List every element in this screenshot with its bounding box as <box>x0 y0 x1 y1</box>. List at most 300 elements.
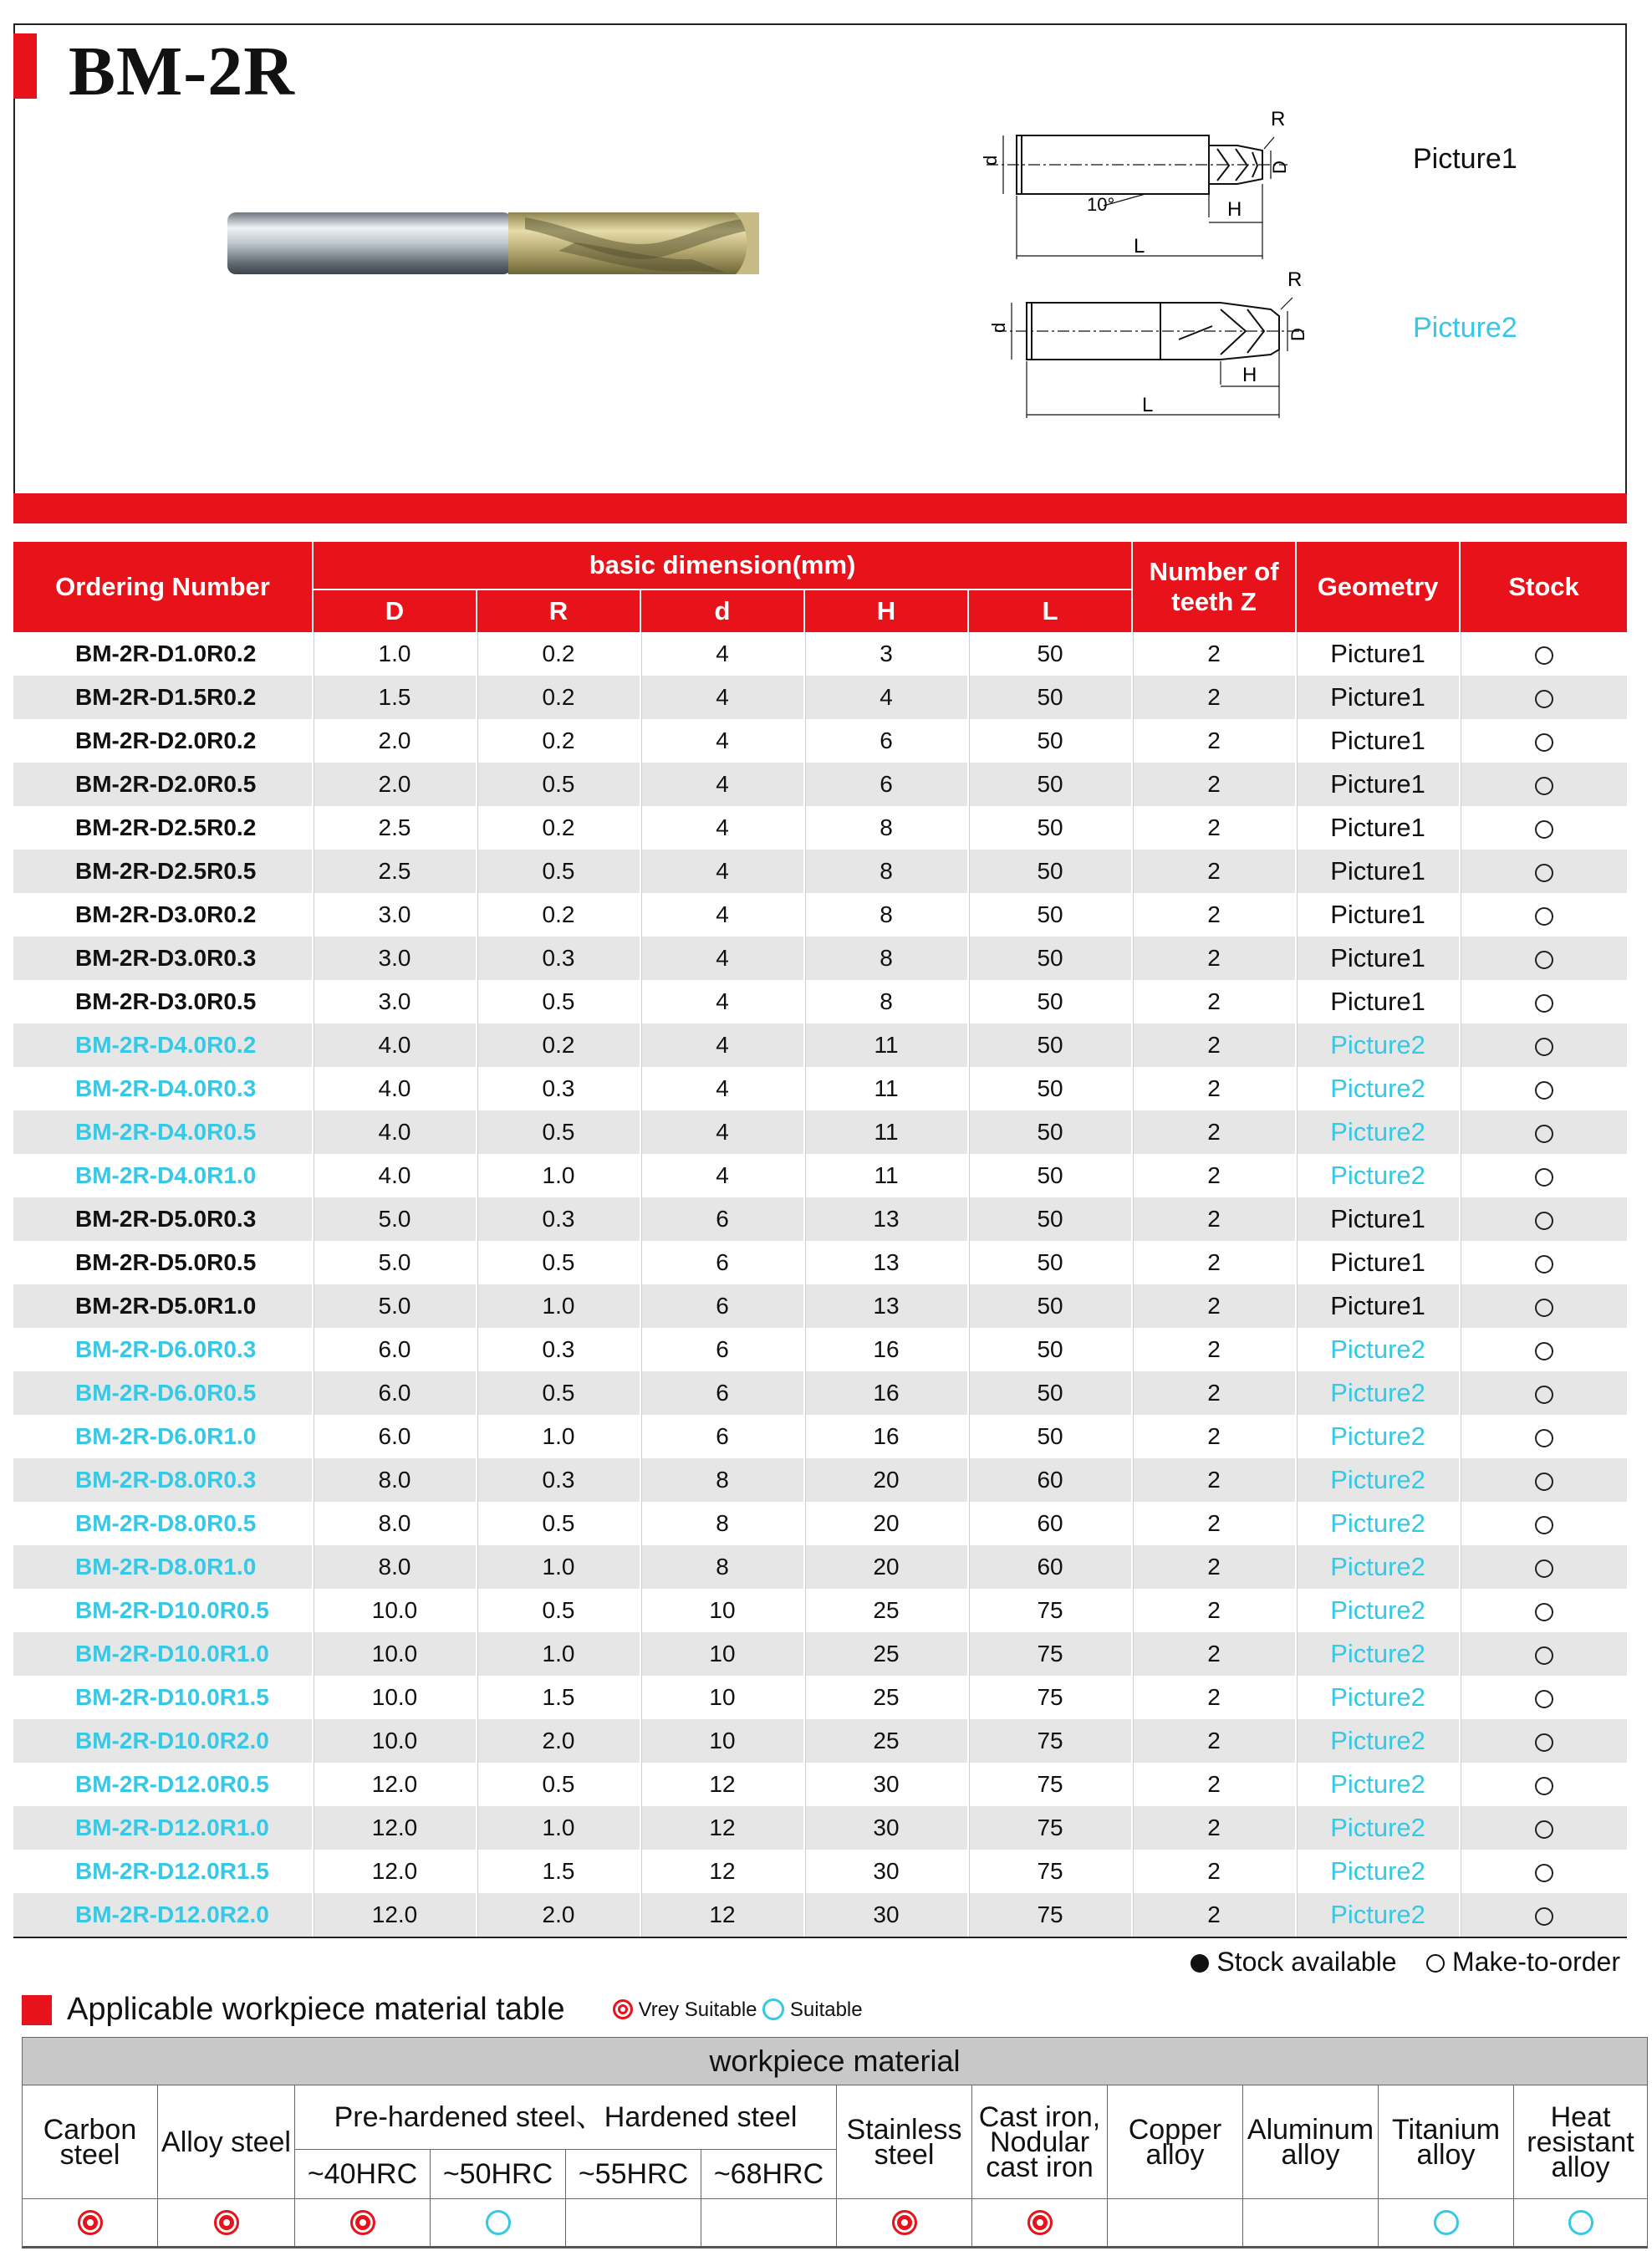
dimension-d-cell: 12 <box>640 1850 804 1893</box>
material-header: workpiece material <box>23 2038 1648 2085</box>
header-teeth: Number of teeth Z <box>1132 542 1296 632</box>
suitable-icon <box>1434 2210 1459 2235</box>
dimension-D-cell: 3.0 <box>313 893 477 937</box>
stock-cell <box>1460 1806 1627 1850</box>
table-row <box>13 763 1627 806</box>
dimension-R-cell: 0.3 <box>477 1197 640 1241</box>
ordering-number-cell: BM-2R-D10.0R2.0 <box>13 1719 313 1763</box>
dimension-d-cell: 6 <box>640 1197 804 1241</box>
table-row <box>13 980 1627 1023</box>
ordering-number-cell: BM-2R-D1.0R0.2 <box>75 641 257 666</box>
dimension-d-cell: 4 <box>640 763 804 806</box>
dimension-R-cell: 0.3 <box>477 1328 640 1371</box>
make-to-order-icon <box>1535 1429 1553 1447</box>
stock-cell <box>1460 1502 1627 1545</box>
dimension-D-cell: 12.0 <box>313 1893 477 1937</box>
dimension-d-cell: 10 <box>640 1589 804 1632</box>
teeth-cell: 2 <box>1132 1763 1296 1806</box>
drawing-label-D2: D <box>1287 328 1308 341</box>
material-carbon-steel: Carbon steel <box>23 2085 158 2199</box>
dimension-R-cell: 0.2 <box>477 893 640 937</box>
geometry-cell: Picture2 <box>1296 1110 1460 1154</box>
dimension-H-cell: 11 <box>804 1154 968 1197</box>
dimension-d-cell: 6 <box>640 1371 804 1415</box>
geometry-cell: Picture2 <box>1296 1719 1460 1763</box>
make-to-order-label: Make-to-order <box>1452 1947 1620 1977</box>
ordering-number-cell: BM-2R-D12.0R1.0 <box>13 1806 313 1850</box>
dimension-R-cell: 0.5 <box>477 980 640 1023</box>
picture1-label: Picture1 <box>1413 143 1517 175</box>
teeth-cell: 2 <box>1132 1154 1296 1197</box>
suitability-cell <box>1243 2199 1379 2248</box>
dimension-H-cell: 11 <box>804 1110 968 1154</box>
very-suitable-icon <box>214 2210 239 2235</box>
ordering-number-cell: BM-2R-D5.0R0.5 <box>75 1249 257 1275</box>
stock-cell <box>1460 1589 1627 1632</box>
ordering-number-cell: BM-2R-D3.0R0.3 <box>13 937 313 980</box>
dimension-H-cell: 16 <box>804 1371 968 1415</box>
drawing-label-H1: H <box>1227 198 1242 221</box>
dimension-L-cell: 50 <box>968 1110 1132 1154</box>
dimension-L-cell: 75 <box>968 1719 1132 1763</box>
dimension-H-cell: 3 <box>804 632 968 676</box>
dimension-d-cell: 10 <box>640 1676 804 1719</box>
header-geometry: Geometry <box>1296 542 1460 632</box>
dimension-H-cell: 30 <box>804 1893 968 1937</box>
dimension-D-cell: 2.0 <box>313 763 477 806</box>
dimension-H-cell: 6 <box>804 719 968 763</box>
stock-cell <box>1460 1458 1627 1502</box>
teeth-cell: 2 <box>1132 719 1296 763</box>
dimension-D-cell: 6.0 <box>313 1328 477 1371</box>
dimension-L-cell: 60 <box>968 1502 1132 1545</box>
dimension-D-cell: 1.5 <box>313 676 477 719</box>
teeth-cell: 2 <box>1132 1067 1296 1110</box>
dimension-d-cell: 4 <box>640 1110 804 1154</box>
dimension-d-cell: 6 <box>640 1415 804 1458</box>
dimension-R-cell: 0.5 <box>477 1589 640 1632</box>
material-cast-iron: Cast iron, Nodular cast iron <box>972 2085 1108 2199</box>
dimension-H-cell: 6 <box>804 763 968 806</box>
dimension-H-cell: 8 <box>804 893 968 937</box>
dimension-R-cell: 2.0 <box>477 1893 640 1937</box>
teeth-cell: 2 <box>1132 1458 1296 1502</box>
dimension-d-cell: 10 <box>640 1719 804 1763</box>
table-row <box>13 1067 1627 1110</box>
dimension-H-cell: 8 <box>804 806 968 850</box>
dimension-D-cell: 8.0 <box>313 1502 477 1545</box>
dimension-L-cell: 75 <box>968 1676 1132 1719</box>
drawing-label-R2: R <box>1287 268 1303 291</box>
ordering-number-cell: BM-2R-D1.5R0.2 <box>13 676 313 719</box>
dimension-L-cell: 60 <box>968 1545 1132 1589</box>
dimension-d-cell: 10 <box>640 1632 804 1676</box>
table-row <box>13 1241 1627 1284</box>
very-suitable-icon <box>1027 2210 1053 2235</box>
ordering-number-cell: BM-2R-D6.0R0.5 <box>13 1371 313 1415</box>
dimension-H-cell: 25 <box>804 1589 968 1632</box>
dimension-H-cell: 8 <box>804 980 968 1023</box>
dimension-R-cell: 0.2 <box>477 806 640 850</box>
make-to-order-icon <box>1535 1603 1553 1621</box>
stock-cell <box>1460 719 1627 763</box>
geometry-cell: Picture1 <box>1296 632 1460 676</box>
table-row <box>13 1502 1627 1545</box>
dimension-L-cell: 75 <box>968 1806 1132 1850</box>
drawing-label-R1: R <box>1271 108 1286 130</box>
stock-cell <box>1460 1763 1627 1806</box>
dimension-L-cell: 50 <box>968 1023 1132 1067</box>
table-row <box>13 1676 1627 1719</box>
stock-cell <box>1460 1284 1627 1328</box>
dimension-d-cell: 4 <box>640 806 804 850</box>
dimension-D-cell: 12.0 <box>313 1806 477 1850</box>
dimension-H-cell: 8 <box>804 937 968 980</box>
geometry-cell: Picture2 <box>1296 1023 1460 1067</box>
suitability-cell <box>566 2199 701 2248</box>
dimension-H-cell: 20 <box>804 1458 968 1502</box>
dimension-d-cell: 12 <box>640 1893 804 1937</box>
dimension-D-cell: 10.0 <box>313 1632 477 1676</box>
stock-cell <box>1460 980 1627 1023</box>
drawing-label-d1: d <box>980 155 1001 166</box>
stock-cell <box>1460 1632 1627 1676</box>
ordering-number-cell: BM-2R-D12.0R1.5 <box>75 1858 269 1884</box>
table-row <box>13 850 1627 893</box>
dimension-R-cell: 0.5 <box>477 1241 640 1284</box>
stock-cell <box>1460 893 1627 937</box>
dimension-R-cell: 1.0 <box>477 1154 640 1197</box>
table-row <box>13 1154 1627 1197</box>
dimension-d-cell: 8 <box>640 1502 804 1545</box>
geometry-cell: Picture1 <box>1296 1241 1460 1284</box>
table-row <box>13 806 1627 850</box>
make-to-order-icon <box>1535 1690 1553 1708</box>
suitability-cell <box>972 2199 1108 2248</box>
teeth-cell: 2 <box>1132 980 1296 1023</box>
material-copper: Copper alloy <box>1108 2085 1243 2199</box>
very-suitable-label: Vrey Suitable <box>638 1998 757 2021</box>
dimension-d-cell: 4 <box>640 980 804 1023</box>
product-title: BM-2R <box>69 33 295 110</box>
dimension-H-cell: 30 <box>804 1850 968 1893</box>
make-to-order-icon <box>1535 994 1553 1013</box>
header-ordering-number: Ordering Number <box>13 542 313 632</box>
make-to-order-icon <box>1535 1299 1553 1317</box>
dimension-R-cell: 1.0 <box>477 1284 640 1328</box>
suitability-row <box>23 2199 1648 2248</box>
dimension-H-cell: 8 <box>804 850 968 893</box>
geometry-cell: Picture1 <box>1296 676 1460 719</box>
stock-cell <box>1460 937 1627 980</box>
teeth-cell: 2 <box>1132 1545 1296 1589</box>
dimension-R-cell: 0.5 <box>477 1110 640 1154</box>
geometry-cell: Picture1 <box>1296 850 1460 893</box>
dimension-R-cell: 1.0 <box>477 1545 640 1589</box>
stock-cell <box>1460 1241 1627 1284</box>
suitability-cell <box>837 2199 972 2248</box>
ordering-number-cell: BM-2R-D4.0R0.3 <box>75 1075 257 1101</box>
header-L: L <box>968 590 1132 632</box>
stock-available-label: Stock available <box>1216 1947 1397 1977</box>
ordering-number-cell: BM-2R-D2.0R0.5 <box>13 763 313 806</box>
material-aluminum: Aluminum alloy <box>1243 2085 1379 2199</box>
make-to-order-icon <box>1535 864 1553 882</box>
dimension-R-cell: 0.3 <box>477 1458 640 1502</box>
dimension-d-cell: 8 <box>640 1545 804 1589</box>
geometry-cell: Picture2 <box>1296 1893 1460 1937</box>
teeth-cell: 2 <box>1132 1415 1296 1458</box>
drawing-label-angle: 10° <box>1087 194 1115 215</box>
teeth-cell: 2 <box>1132 676 1296 719</box>
make-to-order-icon <box>1535 1342 1553 1360</box>
stock-cell <box>1460 806 1627 850</box>
suitable-label: Suitable <box>789 1998 863 2021</box>
dimension-d-cell: 4 <box>640 937 804 980</box>
geometry-cell: Picture1 <box>1296 806 1460 850</box>
make-to-order-icon <box>1535 1168 1553 1187</box>
header-basic-dimension: basic dimension(mm) <box>313 542 1132 590</box>
dimension-d-cell: 6 <box>640 1328 804 1371</box>
suitability-cell <box>701 2199 837 2248</box>
teeth-cell: 2 <box>1132 850 1296 893</box>
dimension-H-cell: 4 <box>804 676 968 719</box>
ordering-number-cell: BM-2R-D12.0R0.5 <box>75 1771 269 1797</box>
header-R: R <box>477 590 640 632</box>
make-to-order-icon <box>1535 951 1553 969</box>
material-section-title: Applicable workpiece material table <box>67 1992 565 2027</box>
dimension-L-cell: 60 <box>968 1458 1132 1502</box>
dimension-D-cell: 5.0 <box>313 1284 477 1328</box>
dimension-L-cell: 50 <box>968 763 1132 806</box>
make-to-order-icon <box>1535 1646 1553 1665</box>
teeth-cell: 2 <box>1132 1850 1296 1893</box>
geometry-cell: Picture2 <box>1296 1415 1460 1458</box>
ordering-number-cell: BM-2R-D3.0R0.5 <box>75 988 257 1014</box>
drawing-label-D1: D <box>1269 161 1290 174</box>
table-row <box>13 719 1627 763</box>
table-row <box>13 1850 1627 1893</box>
make-to-order-icon <box>1426 1954 1445 1973</box>
dimension-d-cell: 6 <box>640 1284 804 1328</box>
dimension-d-cell: 6 <box>640 1241 804 1284</box>
make-to-order-icon <box>1535 690 1553 708</box>
material-hrc50: ~50HRC <box>431 2150 566 2199</box>
teeth-cell: 2 <box>1132 763 1296 806</box>
geometry-cell: Picture2 <box>1296 1589 1460 1632</box>
dimension-H-cell: 25 <box>804 1632 968 1676</box>
make-to-order-icon <box>1535 1820 1553 1839</box>
dimension-L-cell: 50 <box>968 1197 1132 1241</box>
geometry-cell: Picture1 <box>1296 763 1460 806</box>
stock-cell <box>1460 850 1627 893</box>
table-row <box>13 1284 1627 1328</box>
teeth-cell: 2 <box>1132 1676 1296 1719</box>
dimension-D-cell: 1.0 <box>313 632 477 676</box>
dimension-d-cell: 4 <box>640 893 804 937</box>
dimension-D-cell: 3.0 <box>313 980 477 1023</box>
stock-cell <box>1460 1197 1627 1241</box>
make-to-order-icon <box>1535 1212 1553 1230</box>
header-H: H <box>804 590 968 632</box>
dimension-L-cell: 50 <box>968 1241 1132 1284</box>
drawing-label-d2: d <box>988 322 1009 333</box>
table-row <box>13 1415 1627 1458</box>
dimension-R-cell: 1.0 <box>477 1415 640 1458</box>
dimension-R-cell: 0.5 <box>477 763 640 806</box>
stock-cell <box>1460 1545 1627 1589</box>
material-stainless: Stainless steel <box>837 2085 972 2199</box>
ordering-number-cell: BM-2R-D8.0R0.3 <box>13 1458 313 1502</box>
ordering-number-cell: BM-2R-D4.0R1.0 <box>75 1162 257 1188</box>
stock-cell <box>1460 763 1627 806</box>
suitable-icon <box>486 2210 511 2235</box>
dimension-R-cell: 1.5 <box>477 1850 640 1893</box>
table-row <box>13 632 1627 676</box>
drawing-label-L1: L <box>1134 235 1145 258</box>
dimension-D-cell: 8.0 <box>313 1458 477 1502</box>
suitability-cell <box>1379 2199 1514 2248</box>
dimension-D-cell: 3.0 <box>313 937 477 980</box>
geometry-cell: Picture1 <box>1296 893 1460 937</box>
table-row <box>13 1632 1627 1676</box>
dimension-L-cell: 50 <box>968 1067 1132 1110</box>
dimension-L-cell: 75 <box>968 1893 1132 1937</box>
ordering-number-cell: BM-2R-D8.0R0.5 <box>75 1510 257 1536</box>
dimension-L-cell: 50 <box>968 980 1132 1023</box>
picture2-label: Picture2 <box>1413 312 1517 344</box>
material-hrc40: ~40HRC <box>295 2150 431 2199</box>
stock-cell <box>1460 1328 1627 1371</box>
geometry-cell: Picture1 <box>1296 719 1460 763</box>
material-heat-resistant: Heat resistant alloy <box>1514 2085 1648 2199</box>
teeth-cell: 2 <box>1132 937 1296 980</box>
material-legend <box>613 1997 863 2024</box>
table-row <box>13 937 1627 980</box>
dimension-D-cell: 5.0 <box>313 1241 477 1284</box>
make-to-order-icon <box>1535 1907 1553 1926</box>
suitability-cell <box>1108 2199 1243 2248</box>
ordering-number-cell: BM-2R-D10.0R1.0 <box>13 1632 313 1676</box>
dimension-D-cell: 12.0 <box>313 1763 477 1806</box>
make-to-order-icon <box>1535 907 1553 926</box>
dimension-R-cell: 1.0 <box>477 1632 640 1676</box>
dimension-H-cell: 16 <box>804 1415 968 1458</box>
stock-cell <box>1460 1110 1627 1154</box>
ordering-number-cell: BM-2R-D12.0R2.0 <box>13 1893 313 1937</box>
dimension-D-cell: 12.0 <box>313 1850 477 1893</box>
ordering-number-cell: BM-2R-D10.0R1.5 <box>75 1684 269 1710</box>
drawing-label-H2: H <box>1242 364 1257 386</box>
dimension-L-cell: 50 <box>968 1154 1132 1197</box>
geometry-cell: Picture1 <box>1296 937 1460 980</box>
make-to-order-icon <box>1535 1125 1553 1143</box>
teeth-cell: 2 <box>1132 632 1296 676</box>
make-to-order-icon <box>1535 1559 1553 1578</box>
suitability-cell <box>23 2199 158 2248</box>
dimension-R-cell: 0.5 <box>477 1371 640 1415</box>
very-suitable-icon <box>350 2210 375 2235</box>
ordering-number-cell: BM-2R-D3.0R0.2 <box>75 901 257 927</box>
dimension-R-cell: 2.0 <box>477 1719 640 1763</box>
suitability-cell <box>431 2199 566 2248</box>
geometry-cell: Picture2 <box>1296 1545 1460 1589</box>
dimension-H-cell: 11 <box>804 1067 968 1110</box>
dimension-R-cell: 0.2 <box>477 719 640 763</box>
dimension-R-cell: 1.5 <box>477 1676 640 1719</box>
make-to-order-icon <box>1535 1038 1553 1056</box>
stock-legend <box>1191 1945 1620 1978</box>
table-row <box>13 676 1627 719</box>
ordering-number-cell: BM-2R-D4.0R0.2 <box>13 1023 313 1067</box>
stock-cell <box>1460 1850 1627 1893</box>
make-to-order-icon <box>1535 733 1553 752</box>
dimension-D-cell: 4.0 <box>313 1023 477 1067</box>
dimension-L-cell: 50 <box>968 893 1132 937</box>
dimension-D-cell: 4.0 <box>313 1067 477 1110</box>
dimension-R-cell: 1.0 <box>477 1806 640 1850</box>
make-to-order-icon <box>1535 646 1553 665</box>
dimension-R-cell: 0.3 <box>477 1067 640 1110</box>
geometry-cell: Picture2 <box>1296 1850 1460 1893</box>
dimension-L-cell: 50 <box>968 806 1132 850</box>
ordering-number-cell: BM-2R-D2.0R0.2 <box>75 727 257 753</box>
material-hrc55: ~55HRC <box>566 2150 701 2199</box>
dimension-D-cell: 6.0 <box>313 1415 477 1458</box>
geometry-cell: Picture1 <box>1296 1197 1460 1241</box>
ordering-number-cell: BM-2R-D2.5R0.5 <box>13 850 313 893</box>
dimension-L-cell: 75 <box>968 1589 1132 1632</box>
dimension-L-cell: 50 <box>968 676 1132 719</box>
geometry-cell: Picture2 <box>1296 1154 1460 1197</box>
stock-cell <box>1460 676 1627 719</box>
make-to-order-icon <box>1535 1255 1553 1274</box>
material-titanium: Titanium alloy <box>1379 2085 1514 2199</box>
suitability-cell <box>158 2199 295 2248</box>
teeth-cell: 2 <box>1132 1197 1296 1241</box>
stock-cell <box>1460 1023 1627 1067</box>
table-row <box>13 1719 1627 1763</box>
header-bottom-bar <box>13 493 1627 523</box>
dimension-D-cell: 2.5 <box>313 850 477 893</box>
table-row <box>13 1589 1627 1632</box>
make-to-order-icon <box>1535 1864 1553 1882</box>
end-mill-photo <box>224 201 776 284</box>
geometry-cell: Picture1 <box>1296 980 1460 1023</box>
dimension-R-cell: 0.5 <box>477 850 640 893</box>
teeth-cell: 2 <box>1132 1806 1296 1850</box>
dimension-L-cell: 75 <box>968 1632 1132 1676</box>
dimension-D-cell: 2.5 <box>313 806 477 850</box>
dimension-H-cell: 20 <box>804 1502 968 1545</box>
ordering-number-cell: BM-2R-D10.0R0.5 <box>75 1597 269 1623</box>
stock-cell <box>1460 1893 1627 1937</box>
teeth-cell: 2 <box>1132 1502 1296 1545</box>
geometry-cell: Picture2 <box>1296 1458 1460 1502</box>
dimension-H-cell: 30 <box>804 1763 968 1806</box>
header-stock: Stock <box>1460 542 1627 632</box>
suitability-cell <box>295 2199 431 2248</box>
stock-cell <box>1460 1371 1627 1415</box>
dimension-D-cell: 8.0 <box>313 1545 477 1589</box>
stock-cell <box>1460 632 1627 676</box>
dimension-H-cell: 13 <box>804 1197 968 1241</box>
dimension-H-cell: 25 <box>804 1676 968 1719</box>
dimension-H-cell: 13 <box>804 1241 968 1284</box>
material-alloy-steel: Alloy steel <box>158 2085 295 2199</box>
dimension-D-cell: 4.0 <box>313 1154 477 1197</box>
suitability-cell <box>1514 2199 1648 2248</box>
